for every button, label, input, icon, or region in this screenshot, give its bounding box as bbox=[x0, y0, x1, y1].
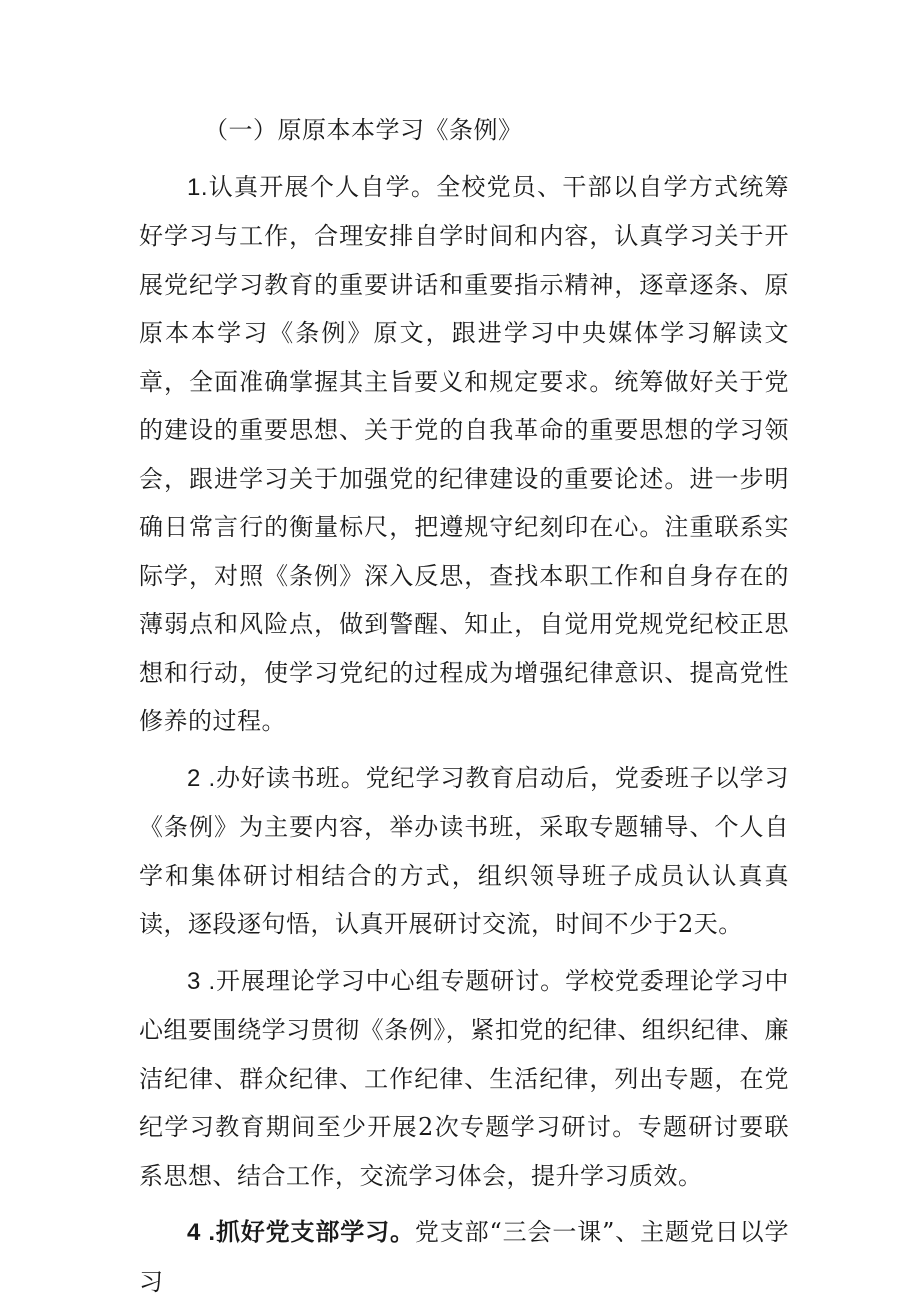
paragraph-4 bbox=[139, 1208, 789, 1306]
document-body bbox=[139, 106, 789, 1306]
paragraph-2 bbox=[139, 754, 789, 949]
paragraph-number: 2 . bbox=[187, 764, 216, 792]
paragraph-text: 党支部“三会一课”、主题党日以学习 bbox=[139, 1218, 790, 1296]
paragraph-text: 认真开展个人自学。全校党员、干部以自学方式统筹好学习与工作，合理安排自学时间和内容，认真学习关于开展党纪学习教育的重要讲话和重要指示精神，逐章逐条、原原本本学习《条例》原文，跟进学习中央媒体学习解读文章，全面准确掌握其主旨要义和规定要求。统筹做好关于党的建设的重要思想、关于党的自我革命的重要思想的学习领会，跟进学习关于加强党的纪律建设的重要论述。进一步明确日常言行的衡量标尺，把遵规守纪刻印在心。注重联系实际学，对照《条例》深入反思，查找本职工作和自身存在的薄弱点和风险点，做到警醒、知止，自觉用党规党纪校正思想和行动，使学习党纪的过程成为增强纪律意识、提高党性修养的过程。 bbox=[139, 172, 789, 735]
paragraph-number: 3 . bbox=[187, 967, 216, 995]
paragraph-title: 抓好党支部学习。 bbox=[215, 1218, 415, 1246]
section-heading: （一）原原本本学习《条例》 bbox=[204, 116, 523, 144]
paragraph-text: 办好读书班。党纪学习教育启动后，党委班子以学习《条例》为主要内容，举办读书班，采取专题辅导、个人自学和集体研讨相结合的方式，组织领导班子成员认认真真读，逐段逐句悟，认真开展研讨交流，时间不少于2天。 bbox=[139, 763, 790, 938]
paragraph-text: 开展理论学习中心组专题研讨。学校党委理论学习中心组要围绕学习贯彻《条例》，紧扣党的纪律、组织纪律、廉洁纪律、群众纪律、工作纪律、生活纪律，列出专题，在党纪学习教育期间至少开展2次专题学习研讨。专题研讨要联系思想、结合工作，交流学习体会，提升学习质效。 bbox=[139, 966, 790, 1190]
paragraph-number: 4 . bbox=[187, 1219, 216, 1246]
paragraph-1 bbox=[139, 163, 789, 746]
paragraph-number: 1. bbox=[187, 173, 209, 201]
paragraph-3 bbox=[139, 957, 789, 1201]
